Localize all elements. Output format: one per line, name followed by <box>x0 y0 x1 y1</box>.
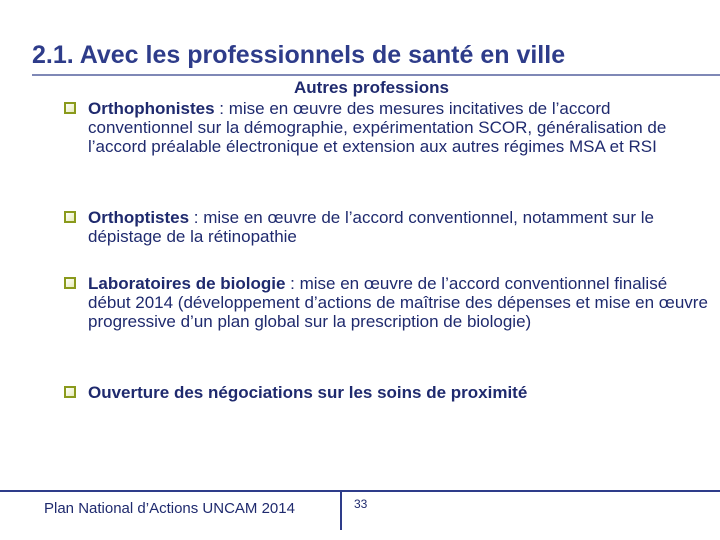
bullet-lead: Orthophonistes <box>88 99 215 118</box>
bullet-item-orthophonistes <box>64 99 710 156</box>
bullet-body: : mise en œuvre de l’accord conventionnel finalisé début 2014 (développement d’actions de maîtrise des dépenses et mise en œuvre progressive d’un plan global sur la prescription de biologie) <box>88 274 708 331</box>
title-underline <box>32 74 720 76</box>
checkbox-bullet-icon <box>64 102 76 114</box>
footer-separator <box>340 490 342 530</box>
bullet-text <box>88 383 710 402</box>
bullet-text <box>88 274 710 331</box>
bullet-item-negociations <box>64 383 710 402</box>
bullet-item-orthoptistes <box>64 208 710 246</box>
checkbox-bullet-icon <box>64 277 76 289</box>
slide-subtitle: Autres professions <box>294 78 449 97</box>
checkbox-bullet-icon <box>64 211 76 223</box>
bullet-item-laboratoires <box>64 274 710 331</box>
bullet-body: : mise en œuvre des mesures incitatives de l’accord conventionnel sur la démographie, expérimentation SCOR, généralisation de l’accord préalable électronique et extension aux autres régimes MSA et RSI <box>88 99 667 156</box>
bullet-body: : mise en œuvre de l’accord conventionnel, notamment sur le dépistage de la rétinopathie <box>88 208 654 246</box>
bullet-text <box>88 208 710 246</box>
bullet-lead: Ouverture des négociations sur les soins de proximité <box>88 383 528 402</box>
footer-divider <box>0 490 720 492</box>
bullet-text <box>88 99 710 156</box>
checkbox-bullet-icon <box>64 386 76 398</box>
page-number: 33 <box>354 497 368 511</box>
bullet-lead: Orthoptistes <box>88 208 190 227</box>
slide-title: 2.1. Avec les professionnels de santé en ville <box>32 41 566 69</box>
bullet-lead: Laboratoires de biologie <box>88 274 286 293</box>
footer-label: Plan National d’Actions UNCAM 2014 <box>44 500 295 517</box>
